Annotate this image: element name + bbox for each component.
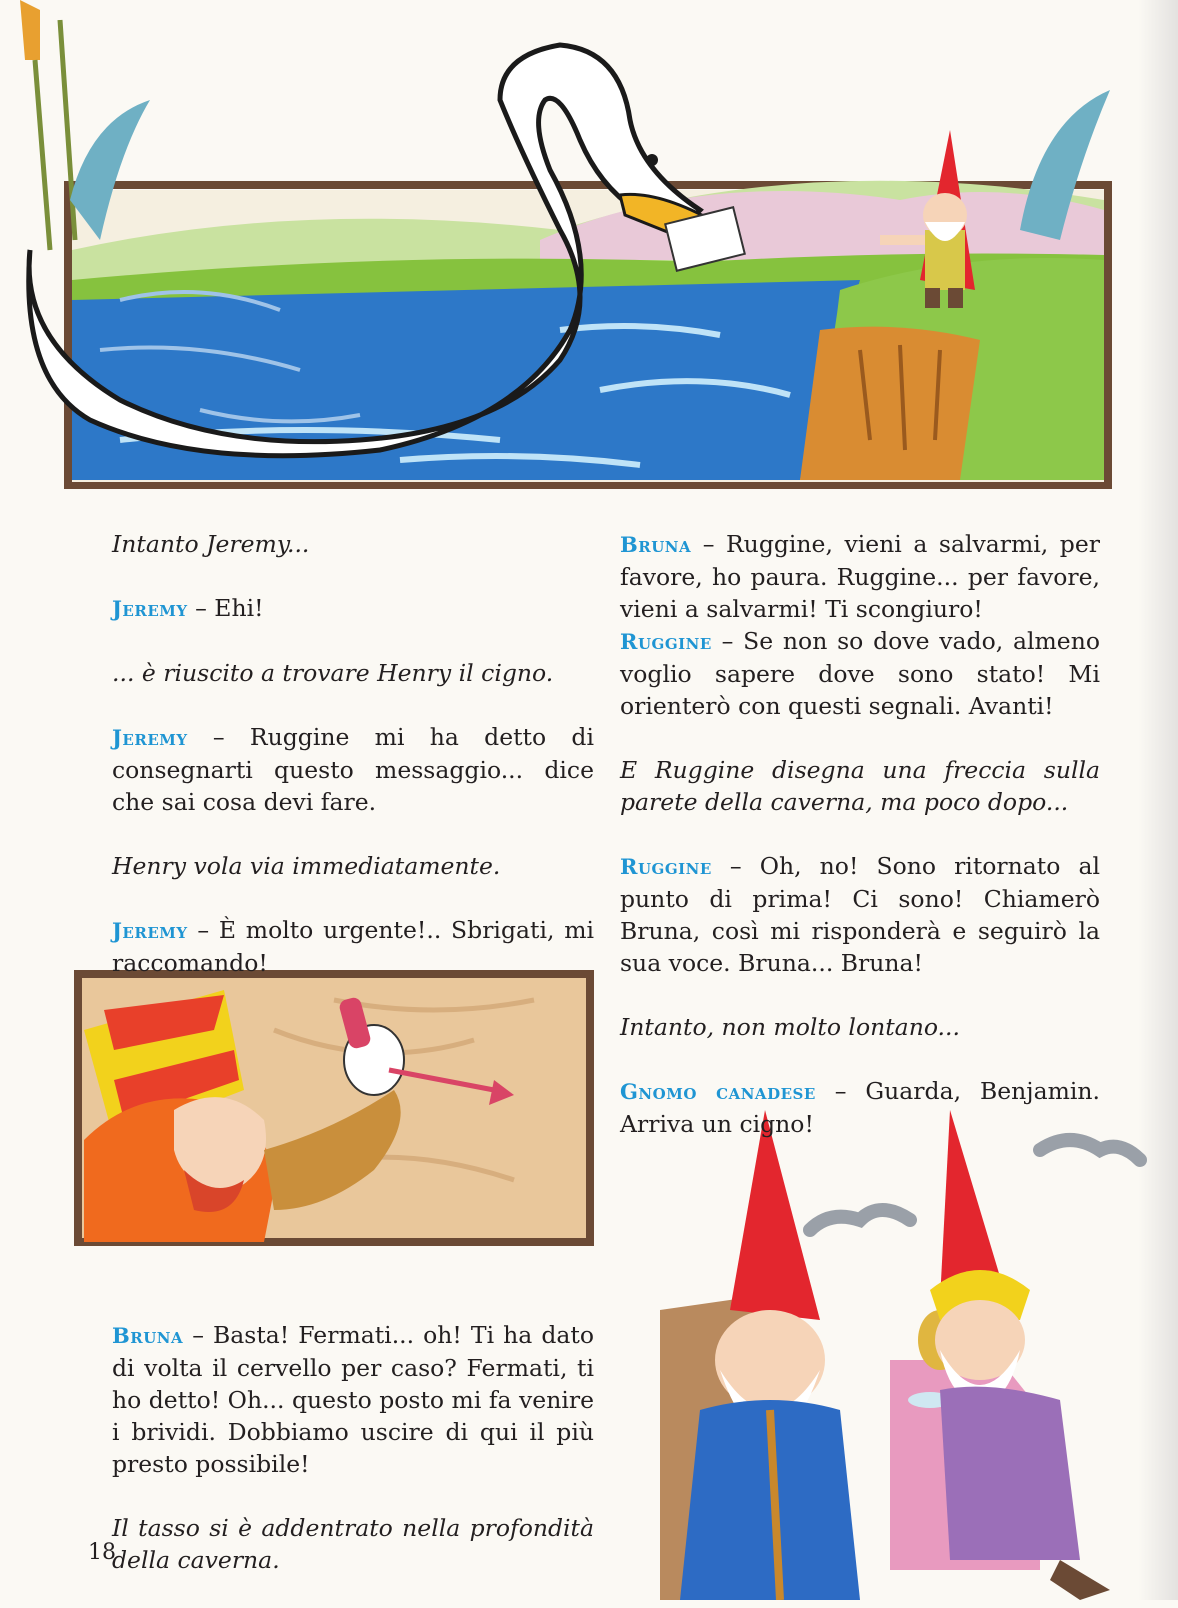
speaker-name: Bruna	[112, 1323, 184, 1348]
speaker-name: Bruna	[620, 532, 692, 557]
narration: Il tasso si è addentrato nella profondità della caverna.	[112, 1514, 594, 1574]
left-text-column	[112, 528, 594, 1608]
dialogue-line: Ruggine – Oh, no! Sono ritornato al punto di prima! Ci sono! Chiamerò Bruna, così mi risponderà e seguirò la sua voce. Bruna... Bruna!	[620, 852, 1100, 977]
right-text-column	[620, 528, 1100, 1172]
narration: E Ruggine disegna una freccia sulla parete della caverna, ma poco dopo...	[620, 756, 1100, 816]
swan-illustration	[0, 0, 1178, 500]
dialogue-line: Bruna – Ruggine, vieni a salvarmi, per favore, ho paura. Ruggine... per favore, vieni a salvarmi! Ti scongiuro!	[620, 530, 1100, 623]
page-number: 18	[88, 1540, 116, 1565]
speaker-name: Jeremy	[112, 725, 188, 750]
dialogue-line: Jeremy – Ruggine mi ha detto di consegnarti questo messaggio... dice che sai cosa devi fare.	[112, 723, 594, 816]
speaker-name: Gnomo canadese	[620, 1079, 816, 1104]
narration: ... è riuscito a trovare Henry il cigno.	[112, 659, 554, 687]
dialogue-line: Ruggine – Se non so dove vado, almeno voglio sapere dove sono stato! Mi orienterò con questi segnali. Avanti!	[620, 627, 1100, 720]
speaker-name: Ruggine	[620, 629, 712, 654]
speaker-name: Ruggine	[620, 854, 712, 879]
narration: Intanto, non molto lontano...	[620, 1013, 960, 1041]
speaker-name: Jeremy	[112, 596, 188, 621]
dialogue-line: Bruna – Basta! Fermati... oh! Ti ha dato di volta il cervello per caso? Fermati, ti ho detto! Oh... questo posto mi fa venire i brividi. Dobbiamo uscire di qui il più presto possibile!	[112, 1321, 594, 1478]
dialogue-line: Gnomo canadese – Guarda, Benjamin. Arriva un cigno!	[620, 1077, 1100, 1138]
speaker-name: Jeremy	[112, 918, 188, 943]
narration: Henry vola via immediatamente.	[112, 852, 501, 880]
gnomes-illustration	[640, 1110, 1178, 1600]
narration: Intanto Jeremy...	[112, 530, 310, 558]
dialogue-line: Jeremy – Ehi!	[112, 594, 264, 622]
dialogue-line: Jeremy – È molto urgente!.. Sbrigati, mi raccomando!	[112, 916, 594, 977]
